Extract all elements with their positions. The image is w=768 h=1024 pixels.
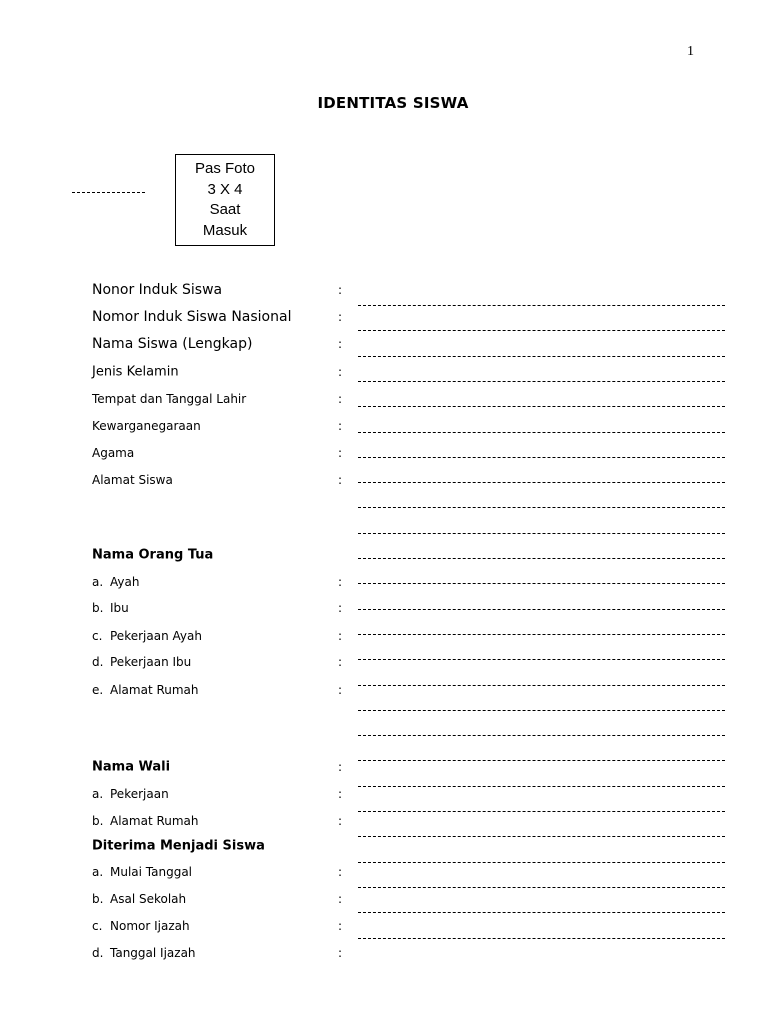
field-label xyxy=(92,787,169,801)
fill-in-line[interactable] xyxy=(358,912,725,913)
field-label-text: Nonor Induk Siswa xyxy=(92,282,223,298)
fill-in-line[interactable] xyxy=(358,381,725,382)
field-label xyxy=(92,365,179,380)
fill-in-line[interactable] xyxy=(358,862,725,863)
field-label xyxy=(92,575,139,589)
field-label xyxy=(92,548,213,563)
field-colon: : xyxy=(338,865,343,879)
fill-in-line[interactable] xyxy=(358,634,725,635)
field-label xyxy=(92,336,252,352)
fill-in-line[interactable] xyxy=(358,507,725,508)
field-prefix: b. xyxy=(92,892,104,906)
field-label-text: Pekerjaan Ibu xyxy=(110,655,192,669)
field-label-text: Nama Siswa (Lengkap) xyxy=(92,336,253,352)
field-label xyxy=(92,683,199,697)
fill-in-line[interactable] xyxy=(358,305,725,306)
field-colon: : xyxy=(338,946,343,960)
field-label xyxy=(92,946,196,960)
field-prefix: d. xyxy=(92,946,104,960)
field-colon: : xyxy=(338,814,343,828)
field-colon: : xyxy=(338,473,343,487)
field-prefix: a. xyxy=(92,787,104,801)
field-colon: : xyxy=(338,446,343,460)
field-colon: : xyxy=(338,919,343,933)
field-label xyxy=(92,919,190,933)
field-label xyxy=(92,760,170,775)
field-label-text: Tempat dan Tanggal Lahir xyxy=(92,392,247,406)
field-prefix: b. xyxy=(92,814,104,828)
field-label-text: Alamat Rumah xyxy=(110,814,199,828)
fill-in-line[interactable] xyxy=(358,760,725,761)
field-colon: : xyxy=(338,683,343,697)
field-colon: : xyxy=(338,283,343,297)
field-label-text: Tanggal Ijazah xyxy=(110,946,196,960)
field-prefix: e. xyxy=(92,683,104,697)
photo-box-line: Saat xyxy=(209,201,241,218)
field-colon: : xyxy=(338,655,343,669)
field-label-text: Mulai Tanggal xyxy=(110,865,193,879)
field-label-text: Nomor Induk Siswa Nasional xyxy=(92,309,292,325)
field-label xyxy=(92,892,186,906)
field-label-text: Agama xyxy=(92,446,135,460)
field-label-text: Kewarganegaraan xyxy=(92,419,201,433)
field-label-text: Nama Orang Tua xyxy=(92,547,214,563)
field-colon: : xyxy=(338,892,343,906)
field-colon: : xyxy=(338,392,343,406)
photo-box-line: 3 X 4 xyxy=(207,180,243,198)
field-label-text: Alamat Siswa xyxy=(92,473,173,487)
field-label xyxy=(92,282,222,298)
field-label-text: Ayah xyxy=(110,575,140,589)
fill-in-line[interactable] xyxy=(358,887,725,888)
field-colon: : xyxy=(338,787,343,801)
photo-box-line: Pas Foto xyxy=(194,160,256,177)
fill-in-line[interactable] xyxy=(358,659,725,660)
field-label xyxy=(92,392,246,406)
field-prefix: d. xyxy=(92,655,104,669)
fill-in-line[interactable] xyxy=(358,609,725,610)
field-label xyxy=(92,814,199,828)
dashed-rule xyxy=(72,192,145,193)
fill-in-line[interactable] xyxy=(358,583,725,584)
fill-in-line[interactable] xyxy=(358,533,725,534)
field-colon: : xyxy=(338,601,343,615)
field-label xyxy=(92,655,191,669)
fill-in-line[interactable] xyxy=(358,836,725,837)
field-label xyxy=(92,629,202,643)
fill-in-line[interactable] xyxy=(358,482,725,483)
field-label-text: Pekerjaan Ayah xyxy=(110,629,202,643)
field-label-text: Nama Wali xyxy=(92,759,171,775)
field-label-text: Ibu xyxy=(110,601,129,615)
fill-in-line[interactable] xyxy=(358,735,725,736)
fill-in-line[interactable] xyxy=(358,558,725,559)
field-label xyxy=(92,839,265,854)
fill-in-line[interactable] xyxy=(358,457,725,458)
page-title: IDENTITAS SISWA xyxy=(317,94,469,112)
field-colon: : xyxy=(338,629,343,643)
field-colon: : xyxy=(338,365,343,379)
fill-in-line[interactable] xyxy=(358,432,725,433)
fill-in-line[interactable] xyxy=(358,938,725,939)
field-label-text: Alamat Rumah xyxy=(110,683,199,697)
field-prefix: a. xyxy=(92,865,104,879)
fill-in-line[interactable] xyxy=(358,406,725,407)
field-label-text: Jenis Kelamin xyxy=(92,364,179,380)
photo-box-line: Masuk xyxy=(202,221,248,239)
fill-in-line[interactable] xyxy=(358,811,725,812)
field-prefix: c. xyxy=(92,629,103,643)
field-label xyxy=(92,309,291,325)
fill-in-line[interactable] xyxy=(358,356,725,357)
field-colon: : xyxy=(338,575,343,589)
page-number: 1 xyxy=(687,44,694,59)
field-prefix: a. xyxy=(92,575,104,589)
field-label xyxy=(92,419,201,433)
field-label xyxy=(92,601,129,615)
field-colon: : xyxy=(338,419,343,433)
field-label-text: Pekerjaan xyxy=(110,787,169,801)
field-label xyxy=(92,473,173,487)
field-colon: : xyxy=(338,760,343,774)
field-label-text: Asal Sekolah xyxy=(110,892,187,906)
fill-in-line[interactable] xyxy=(358,786,725,787)
fill-in-line[interactable] xyxy=(358,330,725,331)
field-label-text: Diterima Menjadi Siswa xyxy=(92,838,265,854)
photo-box xyxy=(175,154,275,246)
field-label xyxy=(92,865,192,879)
field-prefix: b. xyxy=(92,601,104,615)
field-label-text: Nomor Ijazah xyxy=(110,919,190,933)
field-label xyxy=(92,446,134,460)
field-prefix: c. xyxy=(92,919,103,933)
fill-in-line[interactable] xyxy=(358,685,725,686)
fill-in-line[interactable] xyxy=(358,710,725,711)
field-colon: : xyxy=(338,337,343,351)
field-colon: : xyxy=(338,310,343,324)
